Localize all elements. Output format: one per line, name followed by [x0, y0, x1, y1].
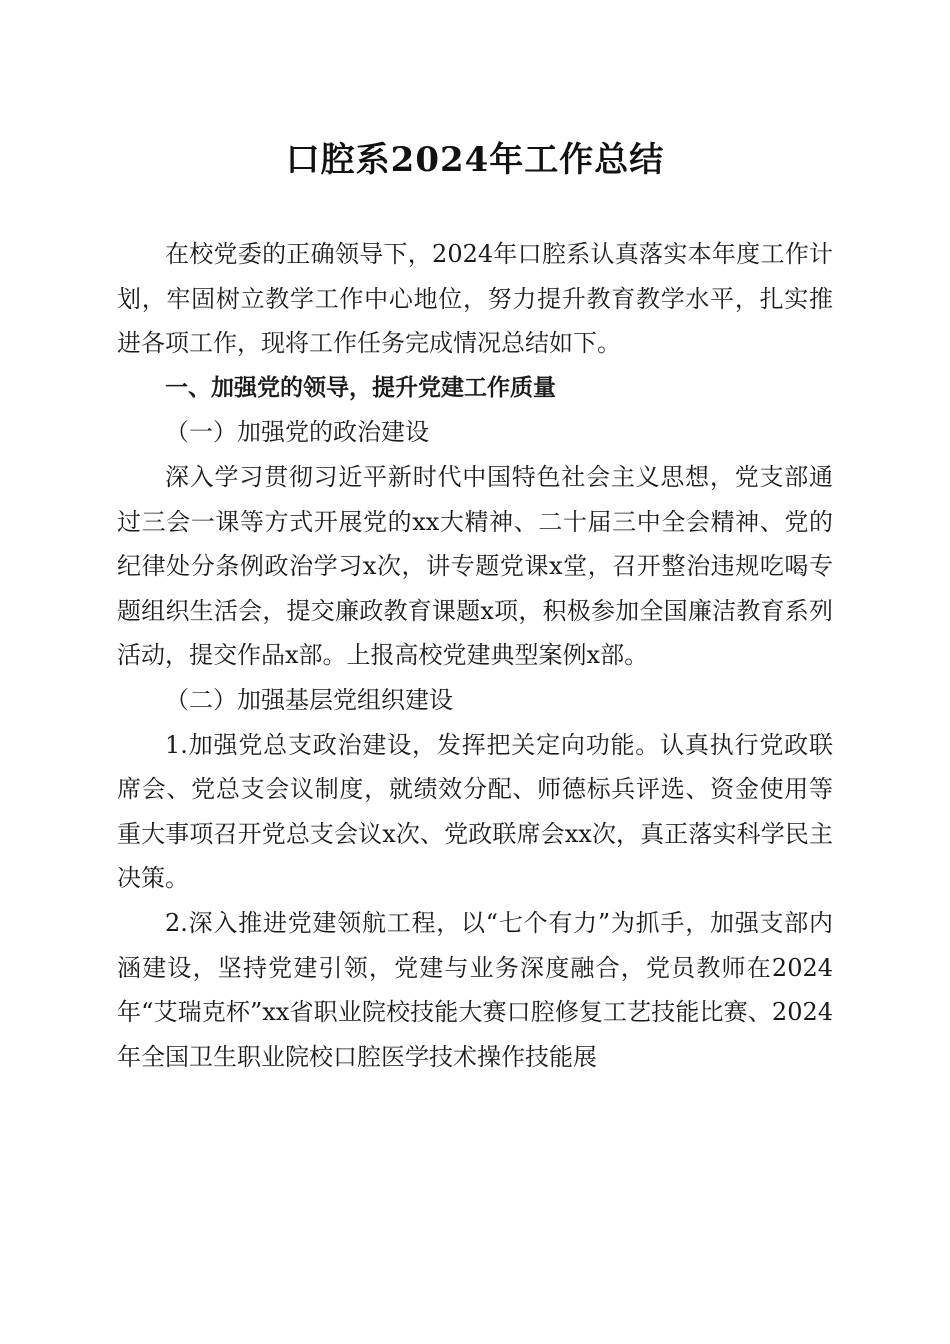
document-title: 口腔系2024年工作总结 [285, 140, 665, 180]
section-heading-1: 一、加强党的领导，提升党建工作质量 [165, 374, 556, 401]
list-item-1: 1.加强党总支政治建设，发挥把关定向功能。认真执行党政联席会、党总支会议制度，就绩效分配、师德标兵评选、资金使用等重大事项召开党总支会议x次、党政联席会xx次，真正落实科学民主决策。 [117, 730, 833, 893]
subsection-heading-1: （一）加强党的政治建设 [165, 418, 429, 447]
intro-paragraph: 在校党委的正确领导下，2024年口腔系认真落实本年度工作计划，牢固树立教学工作中心地位，努力提升教育教学水平，扎实推进各项工作，现将工作任务完成情况总结如下。 [117, 240, 833, 358]
subsection-1-paragraph: 深入学习贯彻习近平新时代中国特色社会主义思想，党支部通过三会一课等方式开展党的xx大精神、二十届三中全会精神、党的纪律处分条例政治学习x次，讲专题党课x堂，召开整治违规吃喝专题组织生活会，提交廉政教育课题x项，积极参加全国廉洁教育系列活动，提交作品x部。上报高校党建典型案例x部。 [117, 462, 833, 670]
subsection-heading-2: （二）加强基层党组织建设 [165, 685, 453, 714]
list-item-2: 2.深入推进党建领航工程，以“七个有力”为抓手，加强支部内涵建设，坚持党建引领，党建与业务深度融合，党员教师在2024年“艾瑞克杯”xx省职业院校技能大赛口腔修复工艺技能比赛、2024年全国卫生职业院校口腔医学技术操作技能展 [117, 908, 833, 1071]
document-body [117, 232, 833, 1079]
